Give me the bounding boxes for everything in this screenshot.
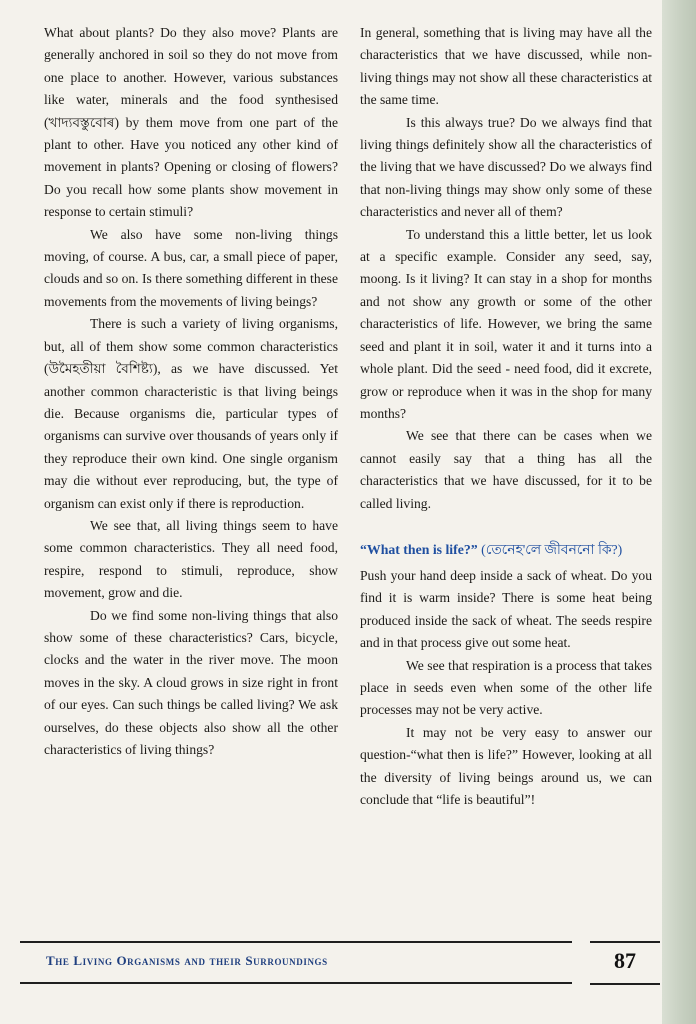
paragraph: Is this always true? Do we always find that living things definitely show all the characteristics of the living that we have discussed? Do we always find that non-living things may show only some of these characteristics and never all of them? xyxy=(360,114,652,220)
paragraph: In general, something that is living may have all the characteristics that we have discussed, while non-living things may not show all these characteristics at the same time. xyxy=(360,25,652,108)
footer-rule-bottom xyxy=(20,982,572,984)
section-heading-assamese: (তেনেহ'লে জীবননো কি?) xyxy=(481,541,623,557)
paragraph: It may not be very easy to answer our question-“what then is life?” However, looking at all the diversity of living beings around us, we can conclude that “life is beautiful”! xyxy=(360,724,652,807)
page-number: 87 xyxy=(614,948,636,973)
paragraph: We also have some non-living things moving, of course. A bus, car, a small piece of paper, clouds and so on. Is there something different in these movements from the movements of living beings? xyxy=(44,226,338,309)
paragraph: What about plants? Do they also move? Plants are generally anchored in soil so they do not move from one place to another. However, various substances like water, minerals and the food synthesised (খাদ্যবস্তুবোৰ) by them move from one part of the plant to other. Have you noticed any other kind of movement in plants? Opening or closing of flowers? Do you recall how some plants show movement in response to certain stimuli? xyxy=(44,25,338,220)
page-edge xyxy=(662,0,696,1024)
paragraph: Push your hand deep inside a sack of wheat. Do you find it is warm inside? There is some heat being produced inside the sack of wheat. The seeds respire and in that process give out some heat. xyxy=(360,567,652,651)
section-heading-english: “What then is life?” xyxy=(360,541,478,557)
section-heading xyxy=(360,539,652,561)
paragraph: There is such a variety of living organisms, but, all of them show some common characteristics (উমৈহতীয়া বৈশিষ্ট্য), as we have discussed. Yet another common characteristic is that living beings die. Because organisms die, particular types of organisms can survive over thousands of years only if they reproduce their own kind. One single organism may die without ever reproducing, but, the type of organism can exist only if there is reproduction. xyxy=(44,316,338,511)
paragraph: To understand this a little better, let us look at a specific example. Consider any seed, say, moong. Is it living? It can stay in a shop for months and not show any growth or some of the other characteristics of life. However, we bring the same seed and plant it in soil, water it and it turns into a whole plant. Did the seed - need food, did it excrete, grow or reproduce when it was in the shop for many months? xyxy=(360,226,652,421)
paragraph: Do we find some non-living things that also show some of these characteristics? Cars, bicycle, clocks and the water in the river move. The moon moves in the sky. A cloud grows in size right in front of our eyes. Can such things be called living? We ask ourselves, do these objects also show all the other characteristics of living things? xyxy=(44,607,338,757)
chapter-title: The Living Organisms and their Surroundings xyxy=(46,953,328,968)
paragraph: We see that, all living things seem to have some common characteristics. They all need food, respire, respond to stimuli, reproduce, show movement, grow and die. xyxy=(44,517,338,601)
paragraph: We see that there can be cases when we cannot easily say that a thing has all the characteristics that we have discussed, for it to be called living. xyxy=(360,428,652,511)
paragraph: We see that respiration is a process that takes place in seeds even when some of the other life processes may not be very active. xyxy=(360,657,652,718)
right-column xyxy=(360,22,652,811)
left-column xyxy=(44,22,338,761)
footer-rule-top xyxy=(20,941,572,943)
